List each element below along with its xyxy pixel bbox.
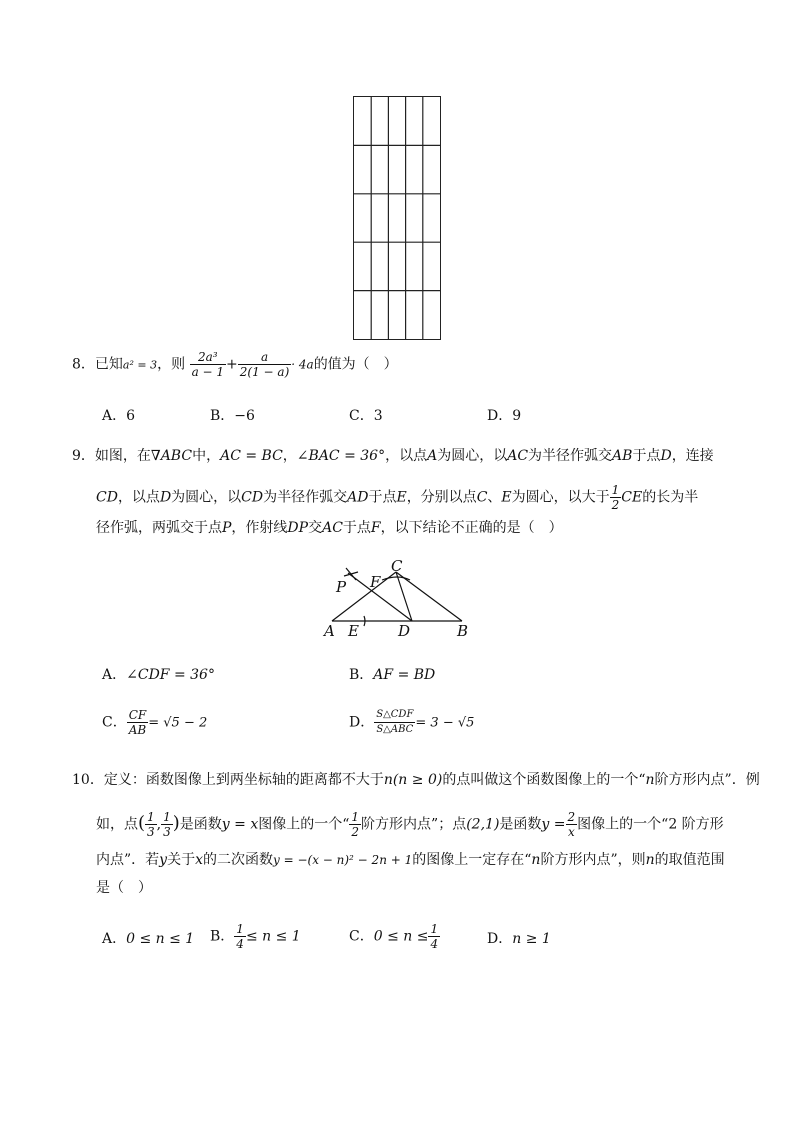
q8-fraction-2: $\frac{a}{2(1 - a)}$ (239, 350, 290, 379)
grid-lines (354, 97, 440, 339)
label-d: D (398, 622, 411, 640)
q9-option-a[interactable]: A．∠CDF = 36° (102, 667, 215, 683)
label-a: A (324, 622, 335, 640)
q9-option-c[interactable]: C． $\frac{CF}{AB}$ = √5 − 2 (102, 708, 208, 737)
q9-option-d[interactable]: D． $\frac{\text{S△CDF}}{\text{S△ABC}}$ = 3 − √5 (349, 709, 475, 735)
answer-grid-figure (353, 96, 441, 340)
question-10-line-1: 10．定义：函数图像上到两坐标轴的距离都不大于n(n ≥ 0)的点叫做这个函数图像上的一个“n阶方形内点”．例 (72, 772, 760, 788)
question-8-stem (72, 350, 398, 379)
question-10-line-2: 如，点( $\frac{1}{3}$ , $\frac{1}{3}$ )是函数y = x图像上的一个“ $\frac{1}{2}$ 阶方形内点”；点(2,1)是函数y = $\frac{2}{x}$ 图像上的一个“2 阶方形 (96, 810, 724, 839)
q10-option-b[interactable]: B． $\frac{1}{4}$ ≤ n ≤ 1 (210, 922, 301, 951)
q8-tail: 的值为（ ） (313, 356, 398, 373)
q8-mid: ，则 (157, 356, 186, 373)
q8-fraction-1: $\frac{\text{2a³}}{a - 1}$ (191, 350, 225, 379)
q10-option-c[interactable]: C．0 ≤ n ≤ $\frac{1}{4}$ (349, 922, 439, 951)
label-p: P (336, 578, 347, 596)
label-f: F (370, 573, 381, 591)
q8-option-d[interactable]: D．9 (487, 408, 522, 424)
question-10-line-4: 是（ ） (96, 880, 152, 896)
q8-condition: a² = 3 (122, 358, 158, 372)
q8-lead: 8．已知 (72, 356, 123, 373)
q8-plus: + (226, 356, 238, 373)
q9-triangle-figure (320, 558, 480, 640)
label-e: E (348, 622, 359, 640)
q8-option-b[interactable]: B．−6 (210, 408, 255, 424)
q9-half-fraction: $\frac{1}{2}$ (611, 483, 620, 512)
segment-bc (396, 572, 462, 621)
label-b: B (457, 622, 469, 640)
question-9-line-3: 径作弧，两弧交于点P，作射线DP交AC于点F，以下结论不正确的是（ ） (96, 520, 563, 536)
question-9-line-2: CD，以点D为圆心，以CD为半径作弧交AD于点E，分别以点C、E为圆心，以大于 $\frac{1}{2}$ CE的长为半 (96, 483, 699, 512)
q10-option-a[interactable]: A．0 ≤ n ≤ 1 (102, 931, 195, 947)
question-9-line-1: 9．如图，在∇ABC中，AC = BC，∠BAC = 36°，以点A为圆心，以AC为半径作弧交AB于点D，连接 (72, 448, 714, 464)
q9-option-b[interactable]: B．AF = BD (349, 667, 436, 683)
label-c: C (391, 558, 403, 575)
q10-option-d[interactable]: D．n ≥ 1 (487, 931, 551, 947)
q8-option-a[interactable]: A．6 (102, 408, 136, 424)
question-10-line-3: 内点”．若y关于x的二次函数y = −(x − n)² − 2n + 1的图像上一定存在“n阶方形内点”，则n的取值范围 (96, 852, 725, 868)
q8-option-c[interactable]: C．3 (349, 408, 383, 424)
q8-tail-expr: · 4a (291, 357, 314, 372)
